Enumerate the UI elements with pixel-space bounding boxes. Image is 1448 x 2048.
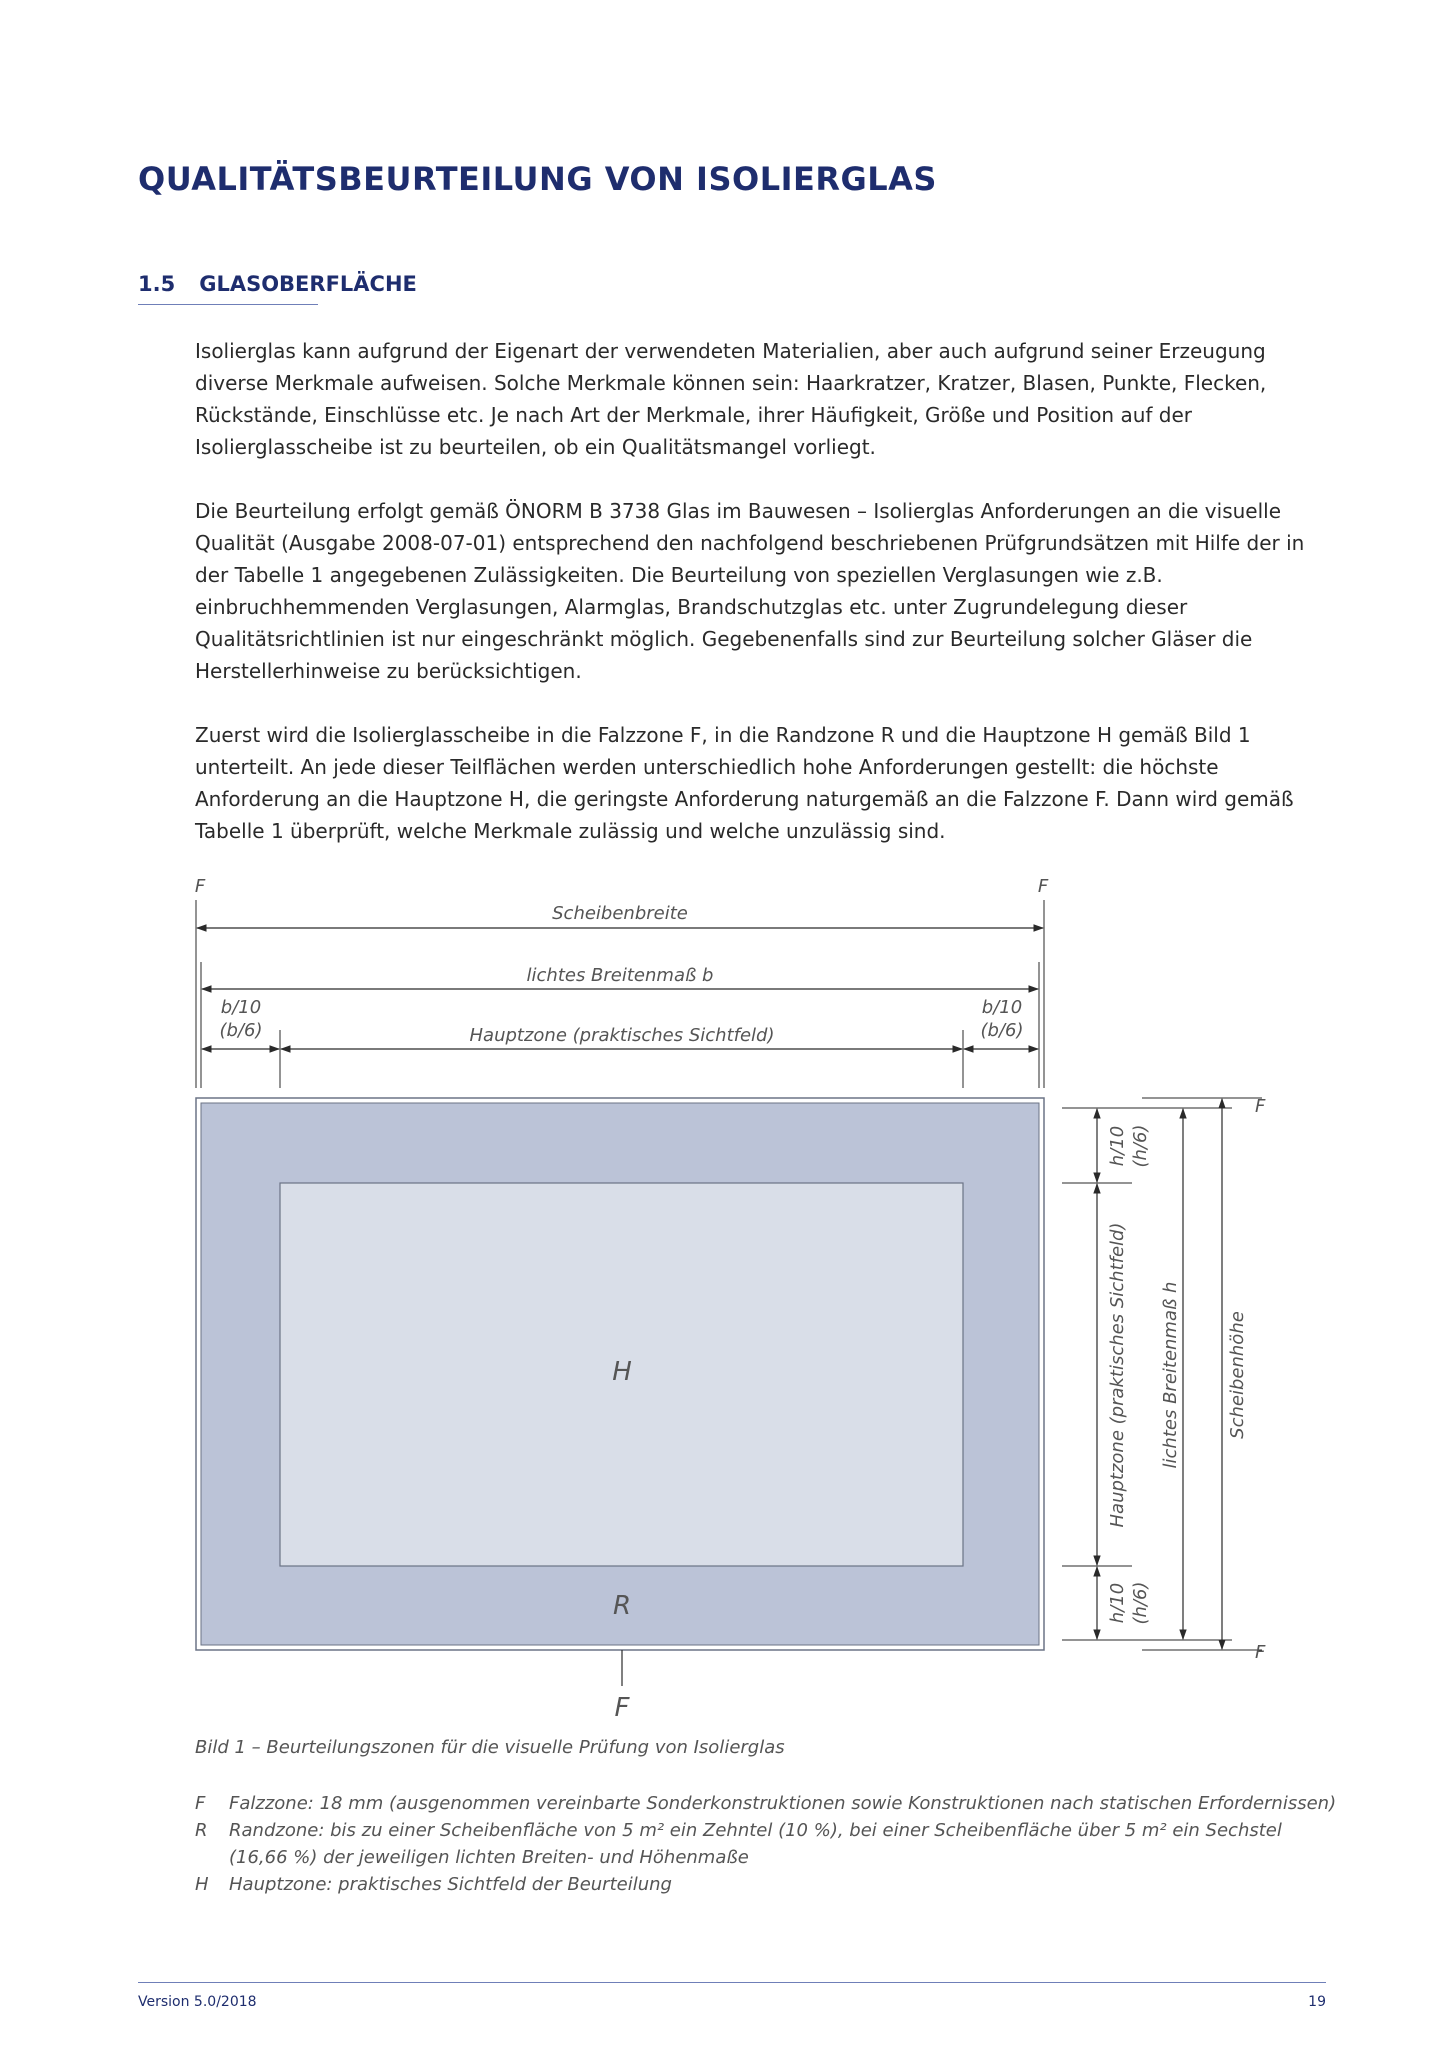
footer-divider xyxy=(138,1982,1326,1983)
paragraph-3: Zuerst wird die Isolierglasscheibe in die Falzzone F, in die Randzone R und die Hauptzone H gemäß Bild 1 unterteilt. An jede dieser Teilflächen werden unterschiedlich hohe Anforderungen gestellt: die höchste Anforderung an die Hauptzone H, die geringste Anforderung naturgemäß an die Falzzone F. Dann wird gemäß Tabelle 1 überprüft, welche Merkmale zulässig und welche unzulässig sind. xyxy=(195,723,1294,843)
legend-item-f xyxy=(195,1790,1345,1817)
h6-bottom-label: (h/6) xyxy=(1130,1581,1151,1625)
page-number: 19 xyxy=(1308,1994,1326,2010)
legend-key: H xyxy=(195,1874,209,1895)
h10-bottom-label: h/10 xyxy=(1107,1582,1128,1624)
b6-left-label: (b/6) xyxy=(219,1020,263,1041)
section-number: 1.5 xyxy=(138,272,176,296)
scheibenhoehe-label: Scheibenhöhe xyxy=(1227,1311,1248,1439)
paragraph-2: Die Beurteilung erfolgt gemäß ÖNORM B 3738 Glas im Bauwesen – Isolierglas Anforderungen an die visuelle Qualität (Ausgabe 2008-07-01) entsprechend den nachfolgend beschriebenen Prüfgrundsätzen mit Hilfe der in der Tabelle 1 angegebenen Zulässigkeiten. Die Beurteilung von speziellen Verglasungen wie z.B. einbruchhemmenden Verglasungen, Alarmglas, Brandschutzglas etc. unter Zugrundelegung dieser Qualitätsrichtlinien ist nur eingeschränkt möglich. Gegebenenfalls sind zur Beurteilung solcher Gläser die Herstellerhinweise zu berücksichtigen. xyxy=(195,499,1305,683)
f-right-bottom-label: F xyxy=(1255,1642,1266,1663)
footer-version: Version 5.0/2018 xyxy=(138,1994,257,2010)
legend-key: F xyxy=(195,1793,206,1814)
page-title: QUALITÄTSBEURTEILUNG VON ISOLIERGLAS xyxy=(138,160,937,198)
legend-item-r xyxy=(195,1817,1345,1871)
figure-caption: Bild 1 – Beurteilungszonen für die visuelle Prüfung von Isolierglas xyxy=(195,1737,785,1758)
scheibenbreite-label: Scheibenbreite xyxy=(552,903,688,924)
f-right-top-label: F xyxy=(1255,1096,1266,1117)
b6-right-label: (b/6) xyxy=(980,1020,1024,1041)
lichtes-breitenmass-h-label: lichtes Breitenmaß h xyxy=(1160,1281,1181,1469)
zone-legend xyxy=(195,1790,1345,1898)
legend-text: Hauptzone: praktisches Sichtfeld der Beurteilung xyxy=(229,1874,672,1895)
hauptzone-vertical-label: Hauptzone (praktisches Sichtfeld) xyxy=(1107,1222,1128,1528)
b10-right-label: b/10 xyxy=(981,997,1023,1018)
zone-h-label: H xyxy=(612,1357,632,1387)
zone-r-label: R xyxy=(612,1591,632,1621)
section-title: GLASOBERFLÄCHE xyxy=(199,272,417,296)
b10-left-label: b/10 xyxy=(220,997,262,1018)
legend-text: Randzone: bis zu einer Scheibenfläche von 5 m² ein Zehntel (10 %), bei einer Scheibenfläche über 5 m² ein Sechstel (16,66 %) der jeweiligen lichten Breiten- und Höhenmaße xyxy=(229,1820,1282,1868)
legend-item-h xyxy=(195,1871,1345,1898)
h10-top-label: h/10 xyxy=(1107,1125,1128,1167)
legend-key: R xyxy=(195,1820,208,1841)
f-top-right-label: F xyxy=(1037,876,1049,897)
hauptzone-horizontal-label: Hauptzone (praktisches Sichtfeld) xyxy=(469,1025,775,1046)
paragraph-1: Isolierglas kann aufgrund der Eigenart der verwendeten Materialien, aber auch aufgrund seiner Erzeugung diverse Merkmale aufweisen. Solche Merkmale können sein: Haarkratzer, Kratzer, Blasen, Punkte, Flecken, Rückstände, Einschlüsse etc. Je nach Art der Merkmale, ihrer Häufigkeit, Größe und Position auf der Isolierglasscheibe ist zu beurteilen, ob ein Qualitätsmangel vorliegt. xyxy=(195,339,1267,459)
lichtes-breitenmass-b-label: lichtes Breitenmaß b xyxy=(526,965,714,986)
f-bottom-label: F xyxy=(614,1693,630,1723)
f-top-left-label: F xyxy=(194,876,206,897)
h6-top-label: (h/6) xyxy=(1130,1124,1151,1168)
legend-text: Falzzone: 18 mm (ausgenommen vereinbarte Sonderkonstruktionen sowie Konstruktionen nach statischen Erfordernissen) xyxy=(229,1793,1337,1814)
